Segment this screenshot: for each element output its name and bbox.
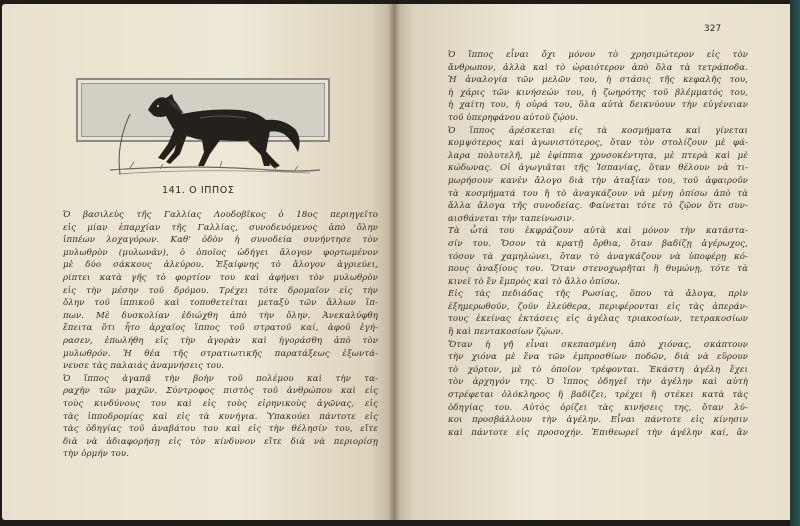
text-line: τὸν ἀρχηγόν της. Ὁ ἵππος ὁδηγεῖ τὴν ἀγέλην καὶ αὐτὴ (448, 377, 748, 388)
text-line: Εἰς τὰς πεδιάδας τῆς Ρωσίας, ὅπου τὰ ἄλογα, πρὶν (448, 289, 748, 300)
text-line: Ὁ ἵππος ἀγαπᾷ τὴν βοὴν τοῦ πολέμου καὶ τὴν τα- (63, 373, 378, 384)
text-line: τὰς ἱπποδρομίας καὶ εἰς τὰ κυνήγια. Ὑπακούει πάντοτε εἰς (63, 411, 378, 422)
text-line: κινεῖ τὸ ἓν ἔμπρὸς καὶ τὸ ἄλλο ὀπίσω. (448, 276, 621, 287)
text-line: καὶ πάντοτε εἰς προσοχήν. Ἐπιθεωρεῖ τὴν ἀγέλην καί, ἂν (448, 427, 748, 438)
text-line: διὰ νὰ ἀδιαφορήσῃ εἰς τὸν κίνδυνον εἴτε διὰ νὰ περιορίσῃ (63, 436, 378, 447)
text-line: μωρήσουν κανὲν ἄλογο διὰ τὴν ἀταξίαν του, τοῦ ἀφαιροῦν (448, 175, 748, 186)
text-line: κομψότερος καὶ ἀγωνιστότερος, ὅταν τὸν στολίζουν μὲ φά- (448, 138, 748, 149)
text-line: ἄλλα ἄλογα τῆς συνοδείας. Φαίνεται τότε τὸ ζῷον ὅτι συν- (448, 201, 748, 212)
text-line: τὴν χιόνα μὲ ἕνα τῶν ἐμπροσθίων ποδῶν, διὰ νὰ εὕρουν (448, 352, 748, 363)
text-line: σίν του. Ὅσον τὰ κρατῇ ὄρθια, ὅταν βαδίζῃ ἀγέρωχος, (448, 238, 748, 249)
right-page-text (448, 49, 748, 439)
book-gutter (388, 4, 400, 520)
horse-illustration (70, 74, 332, 178)
text-line: λαρα πολυτελῆ, μὲ ἐφίππια χρυσοκέντητα, μὲ πτερὰ καὶ μὲ (448, 150, 748, 161)
text-line: τους ἐκείνας ἐκτάσεις εἰς ἀγέλας τριακοσίων, τετρακοσίων (448, 314, 748, 325)
text-line: ρασεν, ἐπωλήθη εἰς τὴν ἀγορὰν καὶ ἠγοράσθη ἀπὸ τὸν (63, 335, 378, 346)
text-line: τὰς ὁδηγίας τοῦ ἀναβάτου του καὶ εἰς τὴν θέλησίν του, εἴτε (63, 424, 378, 435)
horse-icon (70, 74, 332, 178)
text-line: τὸ χόρτον, μὲ τὸ ὁποῖον τρέφονται. Ἑκάστη ἀγέλη ἔχει (448, 364, 748, 375)
page-number: 327 (704, 24, 722, 34)
text-line: ρίπτει κατὰ γῆς τὸ φορτίον του καὶ ἀφήνει τὸν μυλωθρὸν (63, 272, 378, 283)
text-line: κώδωνας. Οἱ ἀγωγιᾶται τῆς Ἱσπανίας, ὅταν θέλουν νὰ τι- (448, 163, 748, 174)
book-cover-edge (790, 0, 800, 526)
text-line: ἢ καὶ πεντακοσίων ζῴων. (448, 327, 564, 338)
text-line: Τὰ ὦτά του ἐκφράζουν αὐτὰ καὶ μόνον τὴν κατάστα- (448, 226, 748, 237)
text-line: νευσε τὰς παλαιάς ἀναμνήσεις του. (63, 361, 225, 372)
text-line: ραχὴν τῶν μαχῶν. Σύντροφος πιστὸς τοῦ ἀνθρώπου καὶ εἰς (63, 386, 378, 397)
text-line: αισθάνεται τὴν ταπείνωσιν. (448, 213, 575, 224)
text-line: στρέφεται ὁλόκληρος ἢ βαδίζει, τρέχει ἢ στέκει κατὰ τὰς (448, 390, 748, 401)
text-line: μὲ δύο σάκκους ἀλεύρου. Ἐξαίφνης τὸ ἄλογον ἀγριεύει, (63, 260, 378, 271)
text-line: Ὁ βασιλεὺς τῆς Γαλλίας Λουδοβῖκος ὁ 18ος περιηγεῖτο (63, 210, 378, 220)
text-line: ἔπειτα ὅτι ἦτο ἀρχαῖος ἵππος τοῦ στρατοῦ καί, ἀφοῦ ἐγή- (63, 323, 378, 334)
text-line: τὴν ὁρμήν του. (63, 449, 130, 460)
text-line: ἱππέων λοχαγόρων. Καθ' ὁδὸν ἡ συνοδεία συνήντησε τὸν (63, 235, 378, 246)
text-line: πων. Μὲ δυσκολίαν ἐδιώχθη ἀπὸ τὴν ὄλην. Ἀνεκαλύφθη (63, 310, 378, 321)
text-line: Ἡ ἀναλογία τῶν μελῶν του, ἡ στάσις τῆς κεφαλῆς του, (448, 75, 748, 86)
text-line: ἄνθρωπον, ἀλλὰ καὶ τὸ ὡραιότερον ἀπὸ ὅλα τὰ τετράποδα. (448, 62, 748, 73)
left-page-text (63, 209, 378, 461)
text-line: ὁδηγίας του. Αὐτὸς ὁρίζει τὰς κινήσεις της, ὅταν λύ- (448, 402, 748, 413)
text-line: πους ἀναξίους του. Ὅταν στενοχωρῆται ἢ θυμώνῃ, τότε τὰ (448, 264, 748, 275)
text-line: ὄλην τοῦ ἱππικοῦ καὶ τοποθετεῖται μεταξὺ τῶν ἄλλων ἵπ- (63, 298, 378, 309)
text-line: Ὁ ἵππος ἀρέσκεται εἰς τὰ κοσμήματα καὶ γίνεται (448, 125, 748, 136)
text-line: ἡ χαίτη του, ἡ οὐρά του, ὅλα αὐτὰ δεικνύουν τὴν εὐγένειαν (448, 100, 748, 111)
text-line: εἰς τὴν μέσην τοῦ δρόμου. Τρέχει τότε δρομαῖον εἰς τὴν (63, 285, 378, 296)
text-line: ἐξημερωθοῦν, ζοῦν ἐλεύθερα, περιφέρονται εἰς τὰς ἀπεράν- (448, 301, 748, 312)
text-line: ἡ χάρις τῶν κινήσεών του, ἡ ζωηρότης τοῦ βλέμματός του, (448, 87, 748, 98)
illustration-caption: 141. Ο ΙΠΠΟΣ (162, 185, 235, 196)
text-line: τοῦ ὑπερηφάνου αὐτοῦ ζῴου. (448, 112, 579, 123)
text-line: Ὅταν ἡ γῆ εἶναι σκεπασμένη ἀπὸ χιόνας, σκάπτουν (448, 339, 748, 350)
text-line: κοι προσβάλλουν τὴν ἀγέλην. Εἶναι πάντοτε εἰς κίνησιν (448, 415, 748, 426)
text-line: Ὁ ἵππος εἶναι ὄχι μόνον τὸ χρησιμώτερον εἰς τὸν (448, 50, 748, 60)
text-line: μυλωθρὸν (μυλωνᾶν), ὁ ὁποῖος ὡδήγει ἄλογον φορτωμένον (63, 247, 378, 258)
text-line: τοὺς κινδύνους του καὶ εἰς τοὺς εἰρηνικοὺς ἀγῶνας, εἰς (63, 398, 378, 409)
text-line: εἰς μίαν ἐπαρχίαν τῆς Γαλλίας, συνοδευόμενος ἀπὸ ὄλην (63, 222, 378, 233)
text-line: μυλωθρόν. Ἡ θέα τῆς στρατιωτικῆς παρατάξεως ἐξωντά- (63, 348, 378, 359)
text-line: τὰ κοσμήματά του ἢ τὸ ἀναγκάζουν νὰ μένῃ ὀπίσω ἀπὸ τὰ (448, 188, 748, 199)
text-line: τόσον τὰ χαμηλώνει, ὅταν τὸ ἀναγκάζουν νὰ ὑποφέρῃ κό- (448, 251, 748, 262)
